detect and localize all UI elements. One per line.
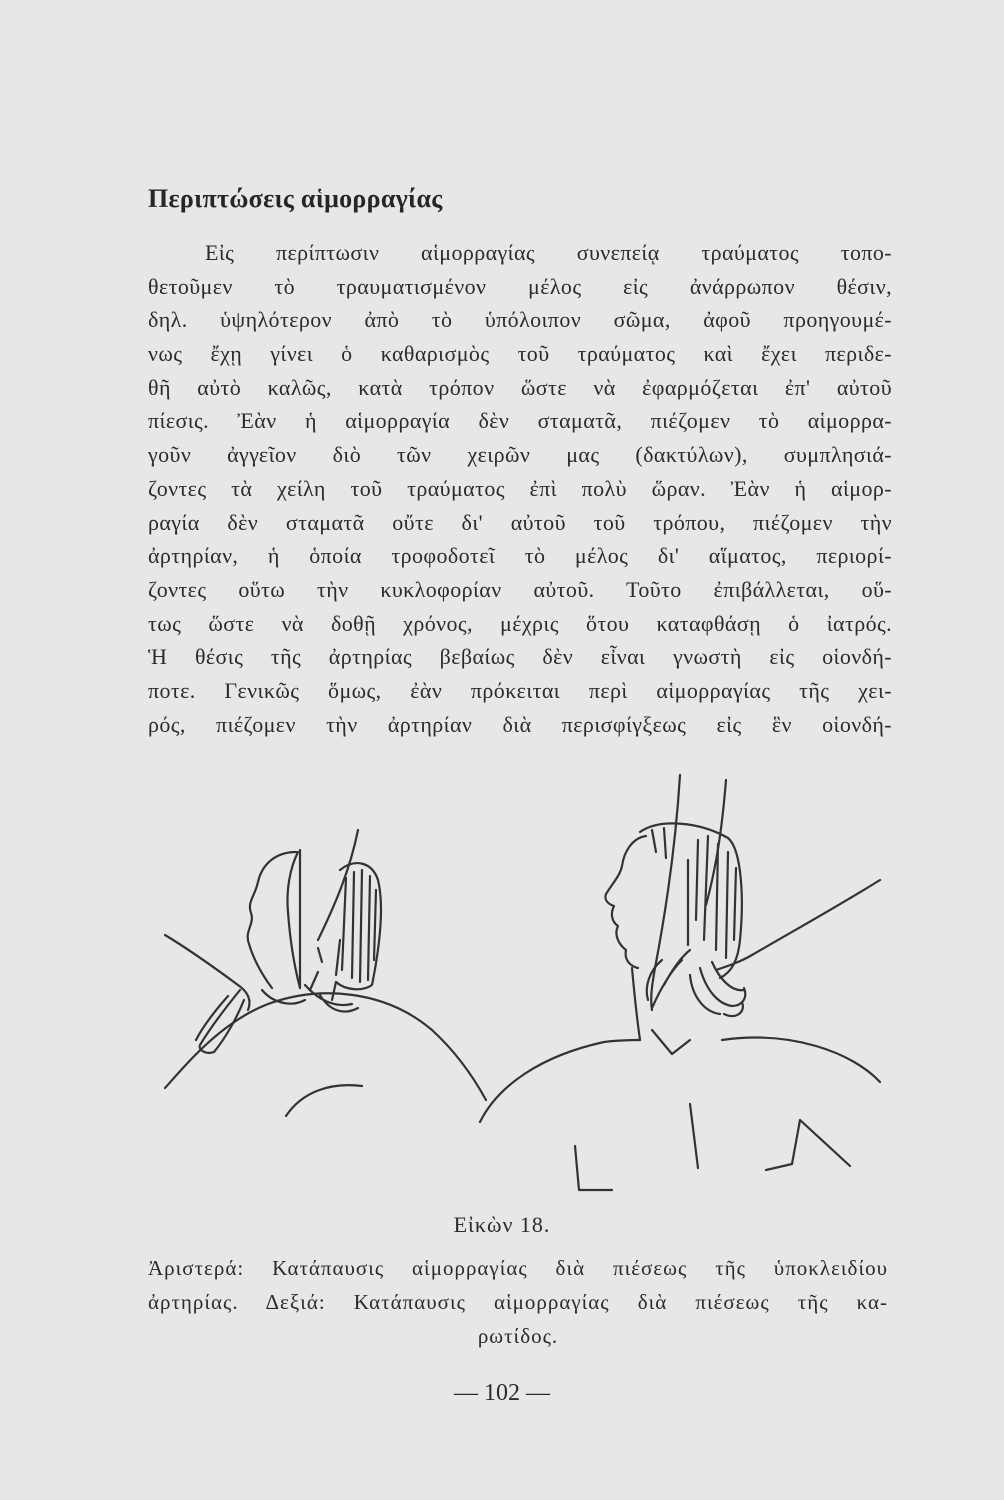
right-neck — [632, 968, 640, 1040]
body-line: πίεσις. Ἐὰν ἡ αἱμορραγία δὲν σταματᾶ, πιέζομεν τὸ αἱμορρα- — [148, 408, 892, 434]
right-shoulder-right — [722, 1038, 880, 1082]
body-line: ζοντες οὕτω τὴν κυκλοφορίαν αὐτοῦ. Τοῦτο ἐπιβάλλεται, οὕ- — [148, 576, 892, 602]
right-helper-arm — [651, 775, 680, 1010]
left-helper-hand-left — [165, 935, 250, 1010]
left-small-mark — [318, 948, 322, 962]
body-line: ἀρτηρίαν, ἡ ὁποία τροφοδοτεῖ τὸ μέλος δι' αἵματος, περιορί- — [148, 543, 892, 569]
figure-label: Εἰκὼν 18. — [453, 1212, 551, 1237]
body-line: Εἰς περίπτωσιν αἱμορραγίας συνεπείᾳ τραύματος τοπο- — [205, 240, 892, 265]
body-line: θετοῦμεν τὸ τραυματισμένον μέλος εἰς ἀνάρρωπον θέσιν, — [148, 273, 892, 299]
right-shoulder-left — [480, 1040, 640, 1122]
caption-line: ρωτίδος. — [477, 1324, 559, 1348]
left-shoulders — [165, 993, 486, 1100]
body-line: Ἡ θέσις τῆς ἀρτηρίας βεβαίως δὲν εἶναι γνωστὴ εἰς οἱονδή- — [148, 644, 892, 670]
figure-caption — [148, 1251, 888, 1353]
body-line: ζοντες τὰ χείλη τοῦ τραύματος ἐπὶ πολὺ ὥραν. Ἐὰν ἡ αἱμορ- — [148, 475, 892, 501]
body-line: δηλ. ὑψηλότερον ἀπὸ τὸ ὑπόλοιπον σῶμα, ἀφοῦ προηγουμέ- — [148, 307, 892, 333]
body-line: ραγία δὲν σταματᾶ οὔτε δι' αὐτοῦ τοῦ τρόπου, πιέζομεν τὴν — [148, 509, 892, 535]
figure-illustration — [150, 770, 890, 1210]
body-line: θῆ αὐτὸ καλῶς, κατὰ τρόπον ὥστε νὰ ἐφαρμόζεται ἐπ' αὐτοῦ — [148, 374, 892, 400]
page-number: — 102 — — [454, 1380, 550, 1406]
right-helper-arm-back — [706, 780, 726, 905]
right-figure-carotid-pressure — [480, 775, 880, 1190]
right-head-profile — [605, 836, 646, 968]
right-hair — [640, 823, 742, 978]
right-chest-line — [690, 1104, 698, 1168]
right-collar — [652, 1030, 690, 1054]
section-heading: Περιπτώσεις αἱμορραγίας — [148, 184, 443, 213]
right-arm-right — [766, 1120, 850, 1170]
body-line: ποτε. Γενικῶς ὅμως, ἐὰν πρόκειται περὶ αἱμορραγίας τῆς χει- — [148, 677, 892, 703]
right-arm-left — [575, 1146, 612, 1190]
left-helper-hand-right — [305, 972, 358, 1012]
body-line: γοῦν ἀγγεῖον διὸ τῶν χειρῶν μας (δακτύλων), συμπλησιά- — [148, 442, 892, 468]
body-line: νως ἔχῃ γίνει ὁ καθαρισμὸς τοῦ τραύματος καὶ ἔχει περιδε- — [148, 341, 892, 367]
left-figure-subclavian-pressure — [165, 830, 486, 1116]
body-line: ρός, πιέζομεν τὴν ἀρτηρίαν διὰ περισφίγξεως εἰς ἓν οἱονδή- — [148, 711, 892, 737]
left-arm — [286, 1085, 362, 1116]
caption-line: Ἀριστερά: Κατάπαυσις αἱμορραγίας διὰ πιέσεως τῆς ὑποκλειδίου — [148, 1256, 888, 1280]
caption-line: ἀρτηρίας. Δεξιά: Κατάπαυσις αἱμορραγίας διὰ πιέσεως τῆς κα- — [148, 1290, 888, 1314]
left-head-outline — [287, 852, 300, 988]
body-line: τως ὥστε νὰ δοθῇ χρόνος, μέχρις ὅτου καταφθάσῃ ὁ ἰατρός. — [148, 610, 892, 636]
body-paragraph — [148, 236, 892, 741]
